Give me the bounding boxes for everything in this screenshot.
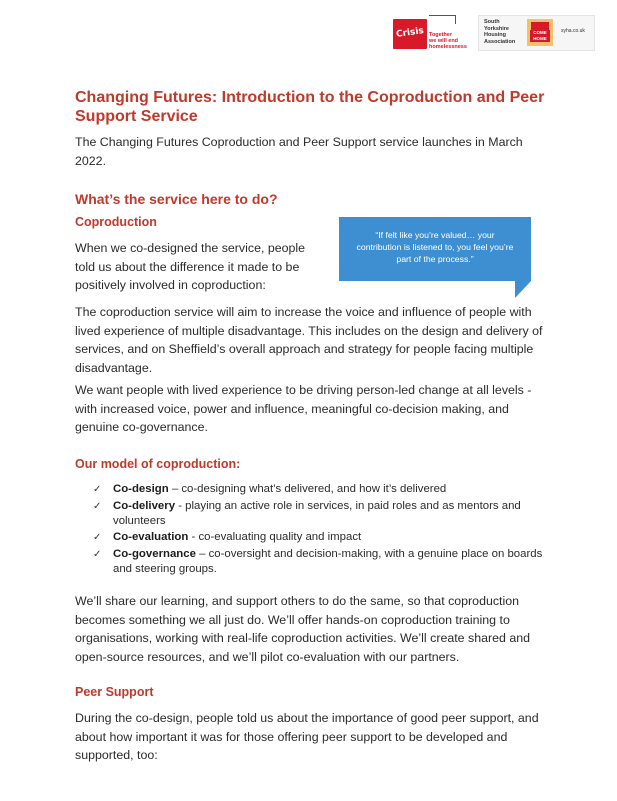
section-heading: What’s the service here to do? (75, 191, 278, 207)
model-paragraph: We’ll share our learning, and support others to do the same, so that coproduction becomes something we all just do. We’ll offer hands-on coproduction training to organisations, working with real-life coproduction activities. We’ll create shared and open-source resources, and we’ll pilot co-evaluation with our partners. (75, 594, 531, 664)
list-item-desc: – co-oversight and decision-making, with a genuine place on boards and steering groups. (113, 547, 543, 575)
coproduction-lead: When we co-designed the service, people told us about the difference it made to be positively involved in coproduction: (75, 241, 306, 292)
intro-paragraph: The Changing Futures Coproduction and Peer Support service launches in March 2022. (75, 135, 523, 168)
house-roof-icon (531, 22, 549, 30)
check-icon: ✓ (93, 484, 102, 495)
list-item-term: Co-design (113, 483, 169, 495)
crisis-tagline-line: Together (429, 32, 453, 38)
check-icon: ✓ (93, 548, 102, 560)
list-item-term: Co-delivery (113, 499, 176, 512)
come-home-label (530, 30, 550, 42)
list-item-term: Co-evaluation (113, 531, 189, 543)
list-item (93, 547, 543, 577)
syha-name-line: Housing (484, 32, 506, 38)
list-item-term: Co-governance (113, 547, 196, 560)
list-item (93, 530, 543, 545)
list-item-desc: - playing an active role in services, in paid roles and as mentors and volunteers (113, 499, 521, 527)
syha-name (484, 19, 515, 45)
model-list (93, 482, 543, 578)
badge-line: COME (533, 30, 547, 35)
quote-callout: “If felt like you’re valued… your contribution is listened to, you feel you’re part of the process.” (339, 217, 531, 281)
peer-support-heading: Peer Support (75, 685, 154, 699)
check-icon: ✓ (93, 532, 102, 543)
model-heading: Our model of coproduction: (75, 457, 241, 471)
quote-callout-tail (515, 281, 531, 298)
syha-name-line: Association (484, 38, 516, 45)
crisis-logo-bracket (429, 15, 456, 24)
list-item-desc: - co-evaluating quality and impact (188, 531, 362, 543)
crisis-logo-word: Crisis (395, 26, 425, 40)
syha-url: syha.co.uk (561, 28, 585, 34)
badge-line: HOME (533, 36, 547, 41)
list-item (93, 499, 543, 529)
coproduction-heading: Coproduction (75, 215, 157, 229)
check-icon: ✓ (93, 500, 102, 512)
coproduction-paragraph-2: We want people with lived experience to be driving person-led change at all levels - with increased voice, power and influence, meaningful co-decision making, and genuine co-governance. (75, 383, 532, 434)
document-title: Changing Futures: Introduction to the Coproduction and Peer Support Service (75, 89, 545, 125)
syha-name-line: Yorkshire (484, 25, 509, 32)
come-home-badge (527, 19, 553, 46)
peer-support-paragraph: During the co-design, people told us about the importance of good peer support, and about how important it was for those offering peer support to be developed and supported, too: (75, 711, 539, 762)
list-item (93, 482, 543, 497)
crisis-logo (393, 15, 467, 53)
crisis-tagline-line: homelessness (429, 44, 467, 50)
list-item-desc: – co-designing what’s delivered, and how it’s delivered (168, 483, 447, 495)
syha-logo (478, 15, 595, 51)
coproduction-paragraph-1: The coproduction service will aim to increase the voice and influence of people with lived experience of multiple disadvantage. This includes on the design and delivery of services, and on Sheffield’s overall approach and strategy for people facing multiple disadvantage. (75, 305, 543, 375)
syha-name-line: South (484, 19, 500, 25)
crisis-tagline-line: we will end (429, 38, 459, 44)
crisis-tagline (429, 32, 467, 50)
